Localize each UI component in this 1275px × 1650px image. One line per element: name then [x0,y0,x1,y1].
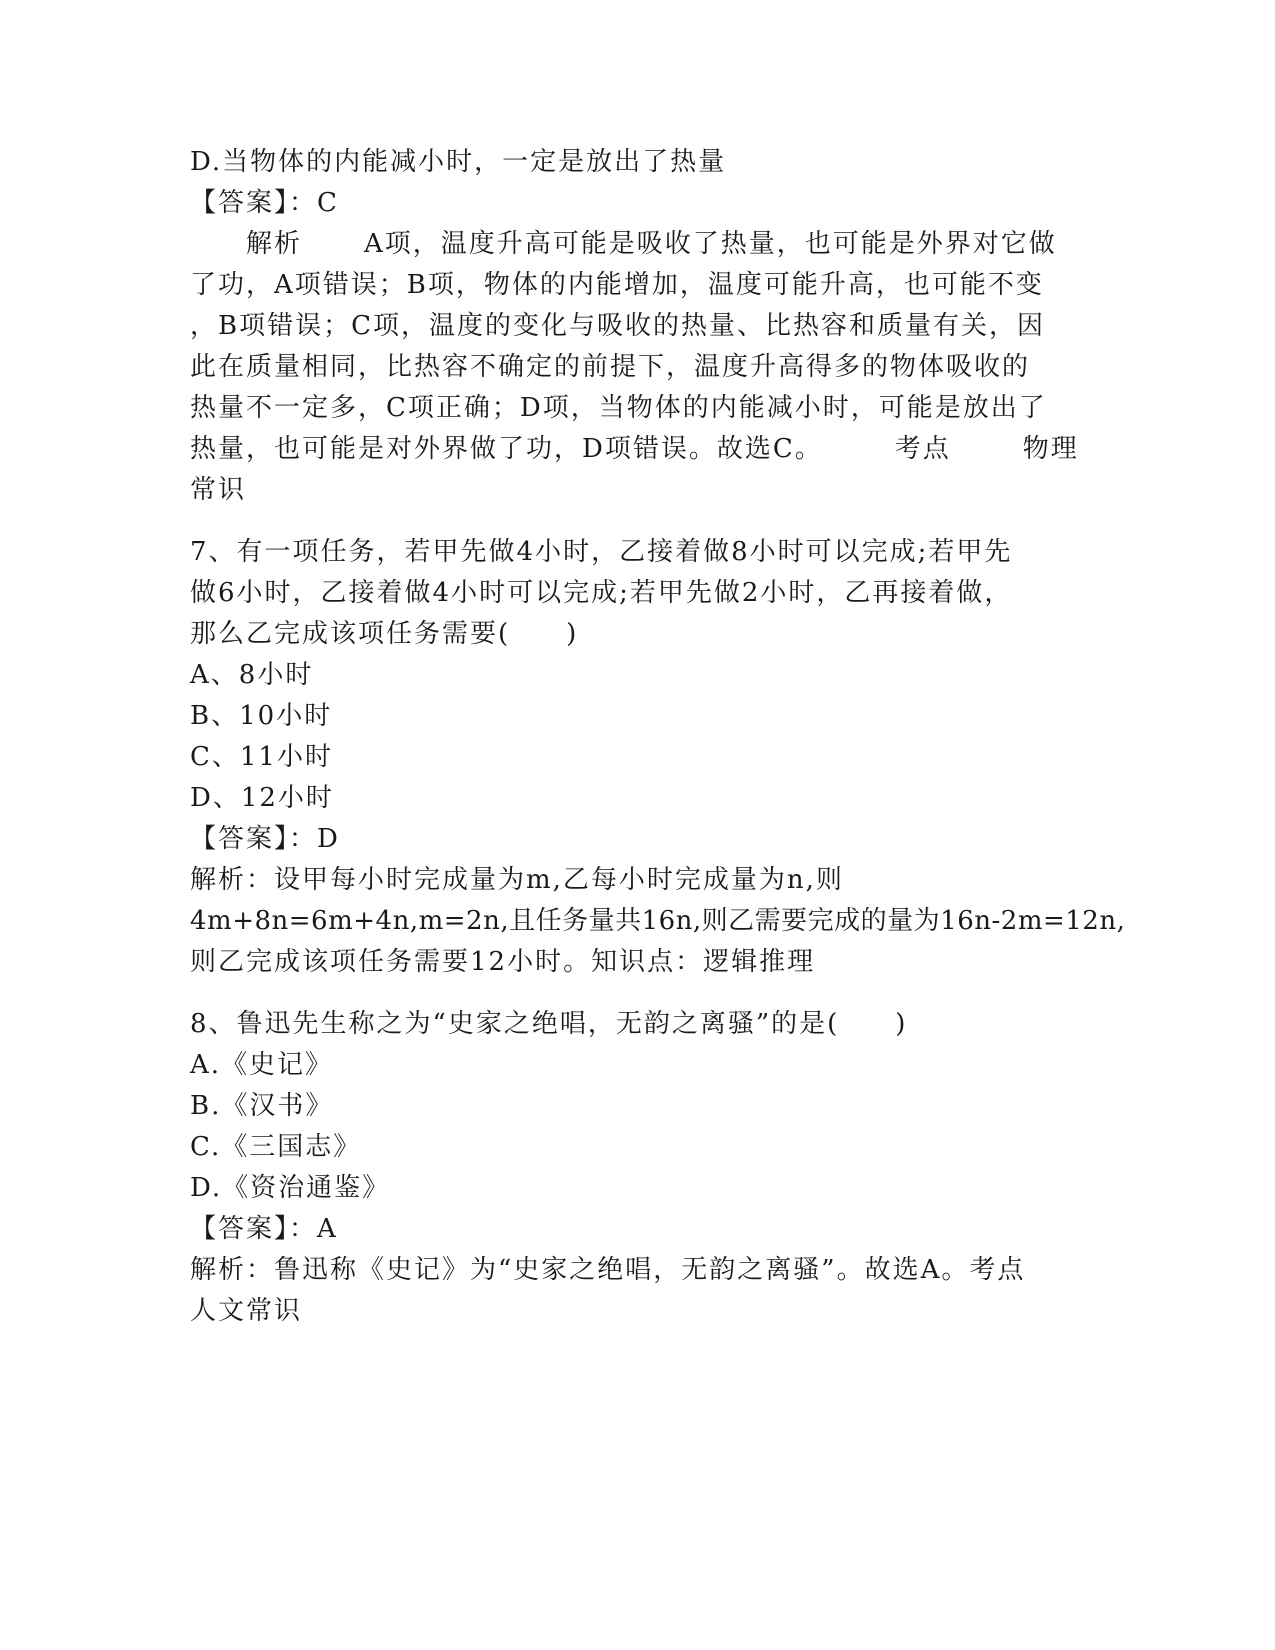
q7-analysis-line-2: 4m+8n=6m+4n,m=2n,且任务量共16n,则乙需要完成的量为16n-2m=12n, [190,906,1126,936]
kaodian-label: 考点 [894,434,951,464]
q7-option-d: D、12小时 [190,783,334,813]
q7-stem-line-1: 7、有一项任务，若甲先做4小时，乙接着做8小时可以完成;若甲先 [190,537,1013,567]
q7-option-b: B、10小时 [190,701,333,731]
q6-answer: 【答案】：C [190,188,339,218]
q7-option-c: C、11小时 [190,742,333,772]
q6-analysis-line-1 [246,228,1086,260]
q6-analysis-line-5: 热量不一定多，C项正确；D项，当物体的内能减小时，可能是放出了 [190,393,1047,423]
analysis-text: A项，温度升高可能是吸收了热量，也可能是外界对它做 [364,229,1057,259]
q8-option-b: B.《汉书》 [190,1091,334,1121]
q6-analysis-line-6 [190,433,1090,465]
analysis-label: 解析 [246,229,303,259]
q8-analysis-line-2: 人文常识 [190,1296,303,1326]
q8-option-c: C.《三国志》 [190,1132,362,1162]
q8-option-d: D.《资治通鉴》 [190,1173,391,1203]
q7-answer: 【答案】：D [190,824,340,854]
q8-answer: 【答案】：A [190,1214,338,1244]
q6-kaodian-continued: 常识 [190,475,247,505]
kaodian-value: 物理 [1022,434,1079,464]
analysis-text: 热量，也可能是对外界做了功，D项错误。故选C。 [190,434,823,464]
q7-stem-line-2: 做6小时，乙接着做4小时可以完成;若甲先做2小时，乙再接着做， [190,578,1013,608]
q6-analysis-line-4: 此在质量相同，比热容不确定的前提下，温度升高得多的物体吸收的 [190,352,1031,382]
q7-analysis-line-1: 解析：设甲每小时完成量为m,乙每小时完成量为n,则 [190,865,844,895]
q6-analysis-line-2: 了功，A项错误；B项，物体的内能增加，温度可能升高，也可能不变 [190,270,1044,300]
q6-option-d: D.当物体的内能减小时，一定是放出了热量 [190,147,727,177]
q7-stem-line-3: 那么乙完成该项任务需要( ) [190,619,579,649]
q7-analysis-line-3: 则乙完成该项任务需要12小时。知识点：逻辑推理 [190,947,816,977]
q7-option-a: A、8小时 [190,660,314,690]
q8-option-a: A.《史记》 [190,1050,334,1080]
q8-stem: 8、鲁迅先生称之为“史家之绝唱，无韵之离骚”的是( ) [190,1009,908,1039]
q8-analysis-line-1: 解析：鲁迅称《史记》为“史家之绝唱，无韵之离骚”。故选A。考点 [190,1255,1026,1285]
q6-analysis-line-3: ，B项错误；C项，温度的变化与吸收的热量、比热容和质量有关，因 [190,311,1046,341]
